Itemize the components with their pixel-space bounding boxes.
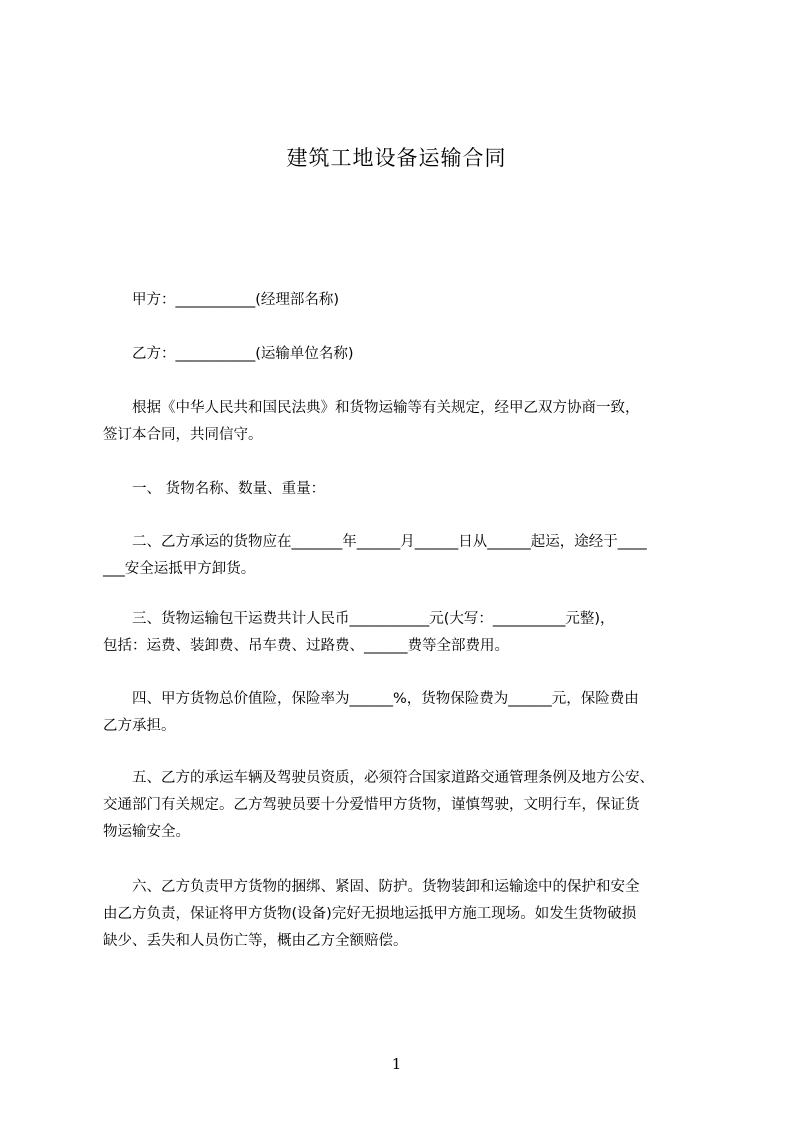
clause-2 [103, 529, 703, 583]
clause-2-line: 二、乙方承运的货物应在_______年______月______日从______起运，途经于____ [103, 534, 647, 550]
document-title: 建筑工地设备运输合同 [286, 146, 507, 170]
party-b-line: 乙方：___________(运输单位名称) [103, 346, 354, 362]
clause-3-line: 三、货物运输包干运费共计人民币___________元(大写：__________元整)， [103, 611, 615, 627]
clause-2-line: ___安全运抵甲方卸货。 [103, 561, 256, 577]
clause-4-line: 乙方承担。 [103, 718, 176, 734]
clause-1: 一、 货物名称、数量、重量： [103, 481, 326, 497]
clause-6-line: 由乙方负责，保证将甲方货物(设备)完好无损地运抵甲方施工现场。如发生货物破损 [103, 906, 637, 922]
preamble-paragraph [103, 395, 703, 449]
clause-4 [103, 686, 703, 740]
clause-6-line: 缺少、丢失和人员伤亡等，概由乙方全额赔偿。 [103, 933, 408, 949]
clause-5 [103, 765, 703, 846]
party-a-line: 甲方：___________(经理部名称) [103, 292, 340, 308]
clause-3 [103, 606, 703, 660]
clause-6 [103, 874, 703, 955]
clause-5-line: 五、乙方的承运车辆及驾驶员资质，必须符合国家道路交通管理条例及地方公安、 [103, 770, 654, 786]
clause-5-line: 物运输安全。 [103, 824, 190, 840]
clause-4-line: 四、甲方货物总价值险，保险率为______%，货物保险费为______元，保险费由 [103, 691, 639, 707]
preamble-line: 签订本合同，共同信守。 [103, 427, 263, 443]
clause-5-line: 交通部门有关规定。乙方驾驶员要十分爱惜甲方货物，谨慎驾驶，文明行车，保证货 [103, 797, 640, 813]
preamble-line: 根据《中华人民共和国民法典》和货物运输等有关规定，经甲乙双方协商一致， [103, 400, 640, 416]
clause-3-line: 包括：运费、装卸费、吊车费、过路费、______费等全部费用。 [103, 638, 509, 654]
clause-6-line: 六、乙方负责甲方货物的捆绑、紧固、防护。货物装卸和运输途中的保护和安全 [103, 879, 640, 895]
page-number: 1 [391, 1055, 402, 1073]
